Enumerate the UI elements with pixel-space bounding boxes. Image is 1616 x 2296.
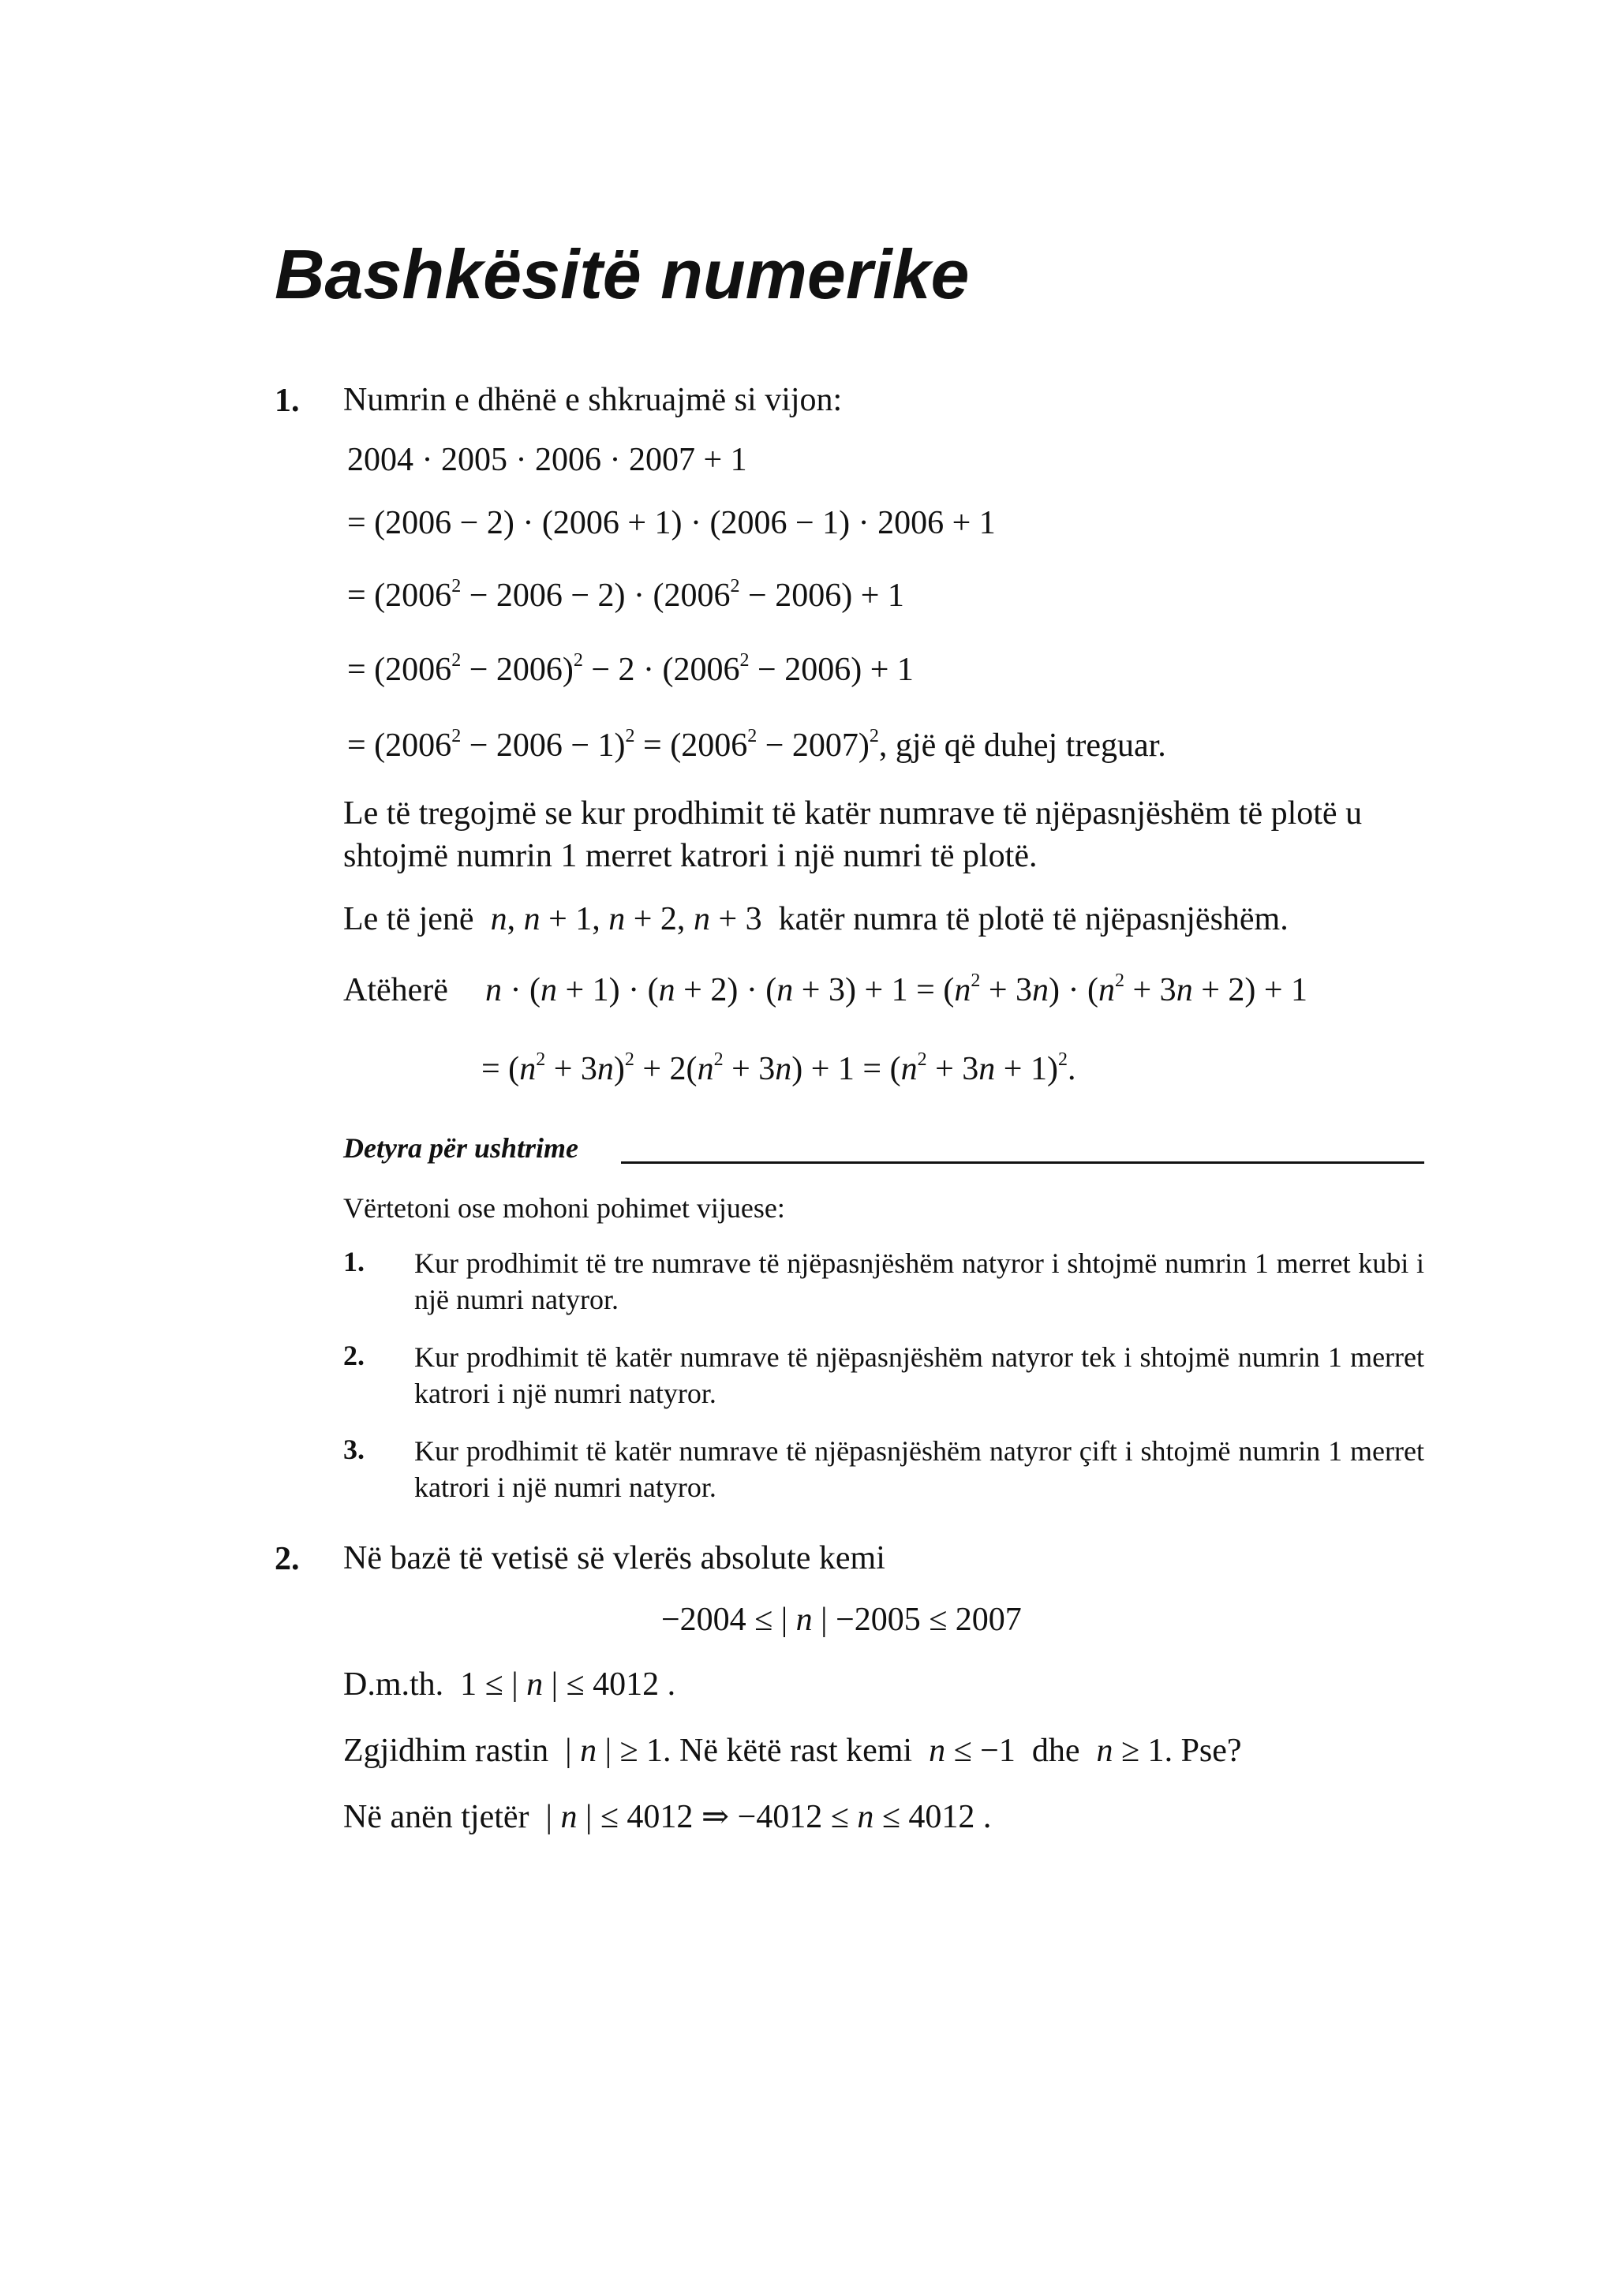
exercise-text: Kur prodhimit të tre numrave të njëpasnjëshëm natyror i shtojmë numrin 1 merret kubi i një numri natyror. [414,1247,1424,1316]
equation-line: = $(2006^2 - 2006)^2 - 2 \cdot (2006^2 - 2006) + 1$ [347,650,914,688]
let-prefix: Le të jenë [343,901,474,937]
paragraph: Le të tregojmë se kur prodhimit të katër numrave të njëpasnjëshëm të plotë u shtojmë numrin 1 merret katrori i një numri të plotë. [343,795,1363,874]
problem-intro: Numrin e dhënë e shkruajmë si vijon: [343,382,843,418]
problem-number: 2. [275,1541,300,1577]
case-prefix: Zgjidhim rastin [343,1733,549,1769]
exercise-text: Kur prodhimit të katër numrave të njëpasnjëshëm natyror çift i shtojmë numrin 1 merret katrori i një numri natyror. [414,1435,1424,1504]
case-mid: . Në këtë rast kemi [663,1733,913,1769]
equation-line: = $(2006^2 - 2006 - 2) \cdot (2006^2 - 2006) + 1$ [347,576,904,614]
equation-line: = $(n^2 + 3n)^2 + 2(n^2 + 3n) + 1 = (n^2 + 3n + 1)^2$. [481,1049,1076,1087]
exercise-number: 3. [343,1434,365,1465]
dmth-label: D.m.th. [343,1666,444,1703]
other-prefix: Në anën tjetër [343,1799,529,1835]
then-label: Atëherë [343,972,448,1008]
equation-line: 2004 · 2005 · 2006 · 2007 + 1 [347,442,747,478]
problem-number: 1. [275,383,300,419]
header-rule [621,1161,1424,1164]
equation-line: $n \cdot (n + 1) \cdot (n + 2) \cdot (n + 3) + 1 = (n^2 + 3n) \cdot (n^2 + 3n + 2) + 1$ [485,970,1308,1008]
problem-intro: Në bazë të vetisë së vlerës absolute kemi [343,1540,885,1576]
equation-line: −2004 ≤ | n | −2005 ≤ 2007 [661,1602,1022,1638]
exercises-title: Detyra për ushtrime [343,1132,579,1164]
equation-line: = (2006 − 2) · (2006 + 1) · (2006 − 1) · 2006 + 1 [347,505,996,541]
other-line: Në anën tjetër | n | ≤ 4012 ⇒ −4012 ≤ n ≤ 4012 . [343,1799,992,1835]
exercises-header [343,1131,1424,1176]
exercise-text: Kur prodhimit të katër numrave të njëpasnjëshëm natyror tek i shtojmë numrin 1 merret katrori i një numri natyror. [414,1341,1424,1410]
let-line: Le të jenë n, n + 1, n + 2, n + 3 katër numra të plotë të njëpasnjëshëm. [343,901,1289,937]
case-and: dhe [1031,1733,1080,1769]
page-title: Bashkësitë numerike [275,235,970,313]
exercise-number: 2. [343,1340,365,1371]
case-suffix: . Pse? [1164,1733,1242,1769]
case-line: Zgjidhim rastin | n | ≥ 1. Në këtë rast kemi n ≤ −1 dhe n ≥ 1. Pse? [343,1733,1242,1769]
dmth-line: D.m.th. 1 ≤ | n | ≤ 4012 . [343,1666,676,1703]
exercises-intro: Vërtetoni ose mohoni pohimet vijuese: [343,1192,785,1224]
equation-tail: , gjë që duhej treguar. [878,727,1166,764]
exercise-number: 1. [343,1246,365,1277]
equation-line: = $(2006^2 - 2006 - 1)^2 = (2006^2 - 2007)^2$, gjë që duhej treguar. [347,726,1166,764]
let-suffix: katër numra të plotë të njëpasnjëshëm. [778,901,1289,937]
